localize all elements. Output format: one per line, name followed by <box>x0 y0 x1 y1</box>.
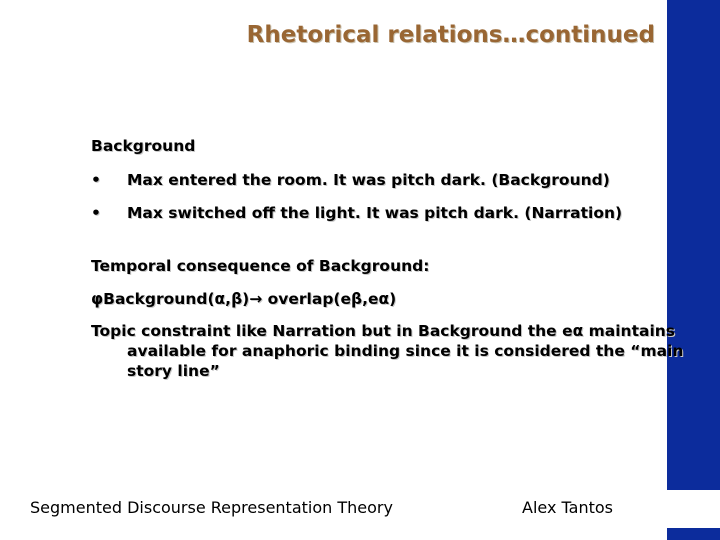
temporal-consequence-label: Temporal consequence of Background: <box>91 257 430 275</box>
footer-title: Segmented Discourse Representation Theory <box>30 498 393 517</box>
slide-title: Rhetorical relations…continued <box>246 22 655 48</box>
topic-constraint-text: Topic constraint like Narration but in Background the eα maintains available for anaphoric binding since it is considered the “main story line” <box>91 322 684 380</box>
side-bar-top <box>667 0 720 490</box>
bullet-marker: • <box>91 204 101 222</box>
formula-line <box>91 289 651 309</box>
footer-author: Alex Tantos <box>522 498 613 517</box>
formula-rest: overlap(eβ,eα) <box>262 290 397 308</box>
side-bar-bottom <box>667 528 720 540</box>
bullet-marker: • <box>91 171 101 189</box>
formula-phi: φ <box>91 290 104 308</box>
section-heading: Background <box>91 137 196 155</box>
bullet-text: Max entered the room. It was pitch dark. (Background) <box>127 171 610 189</box>
bullet-text: Max switched off the light. It was pitch dark. (Narration) <box>127 204 623 222</box>
arrow-icon: → <box>249 290 263 308</box>
formula-main: Background(α,β) <box>103 290 250 308</box>
